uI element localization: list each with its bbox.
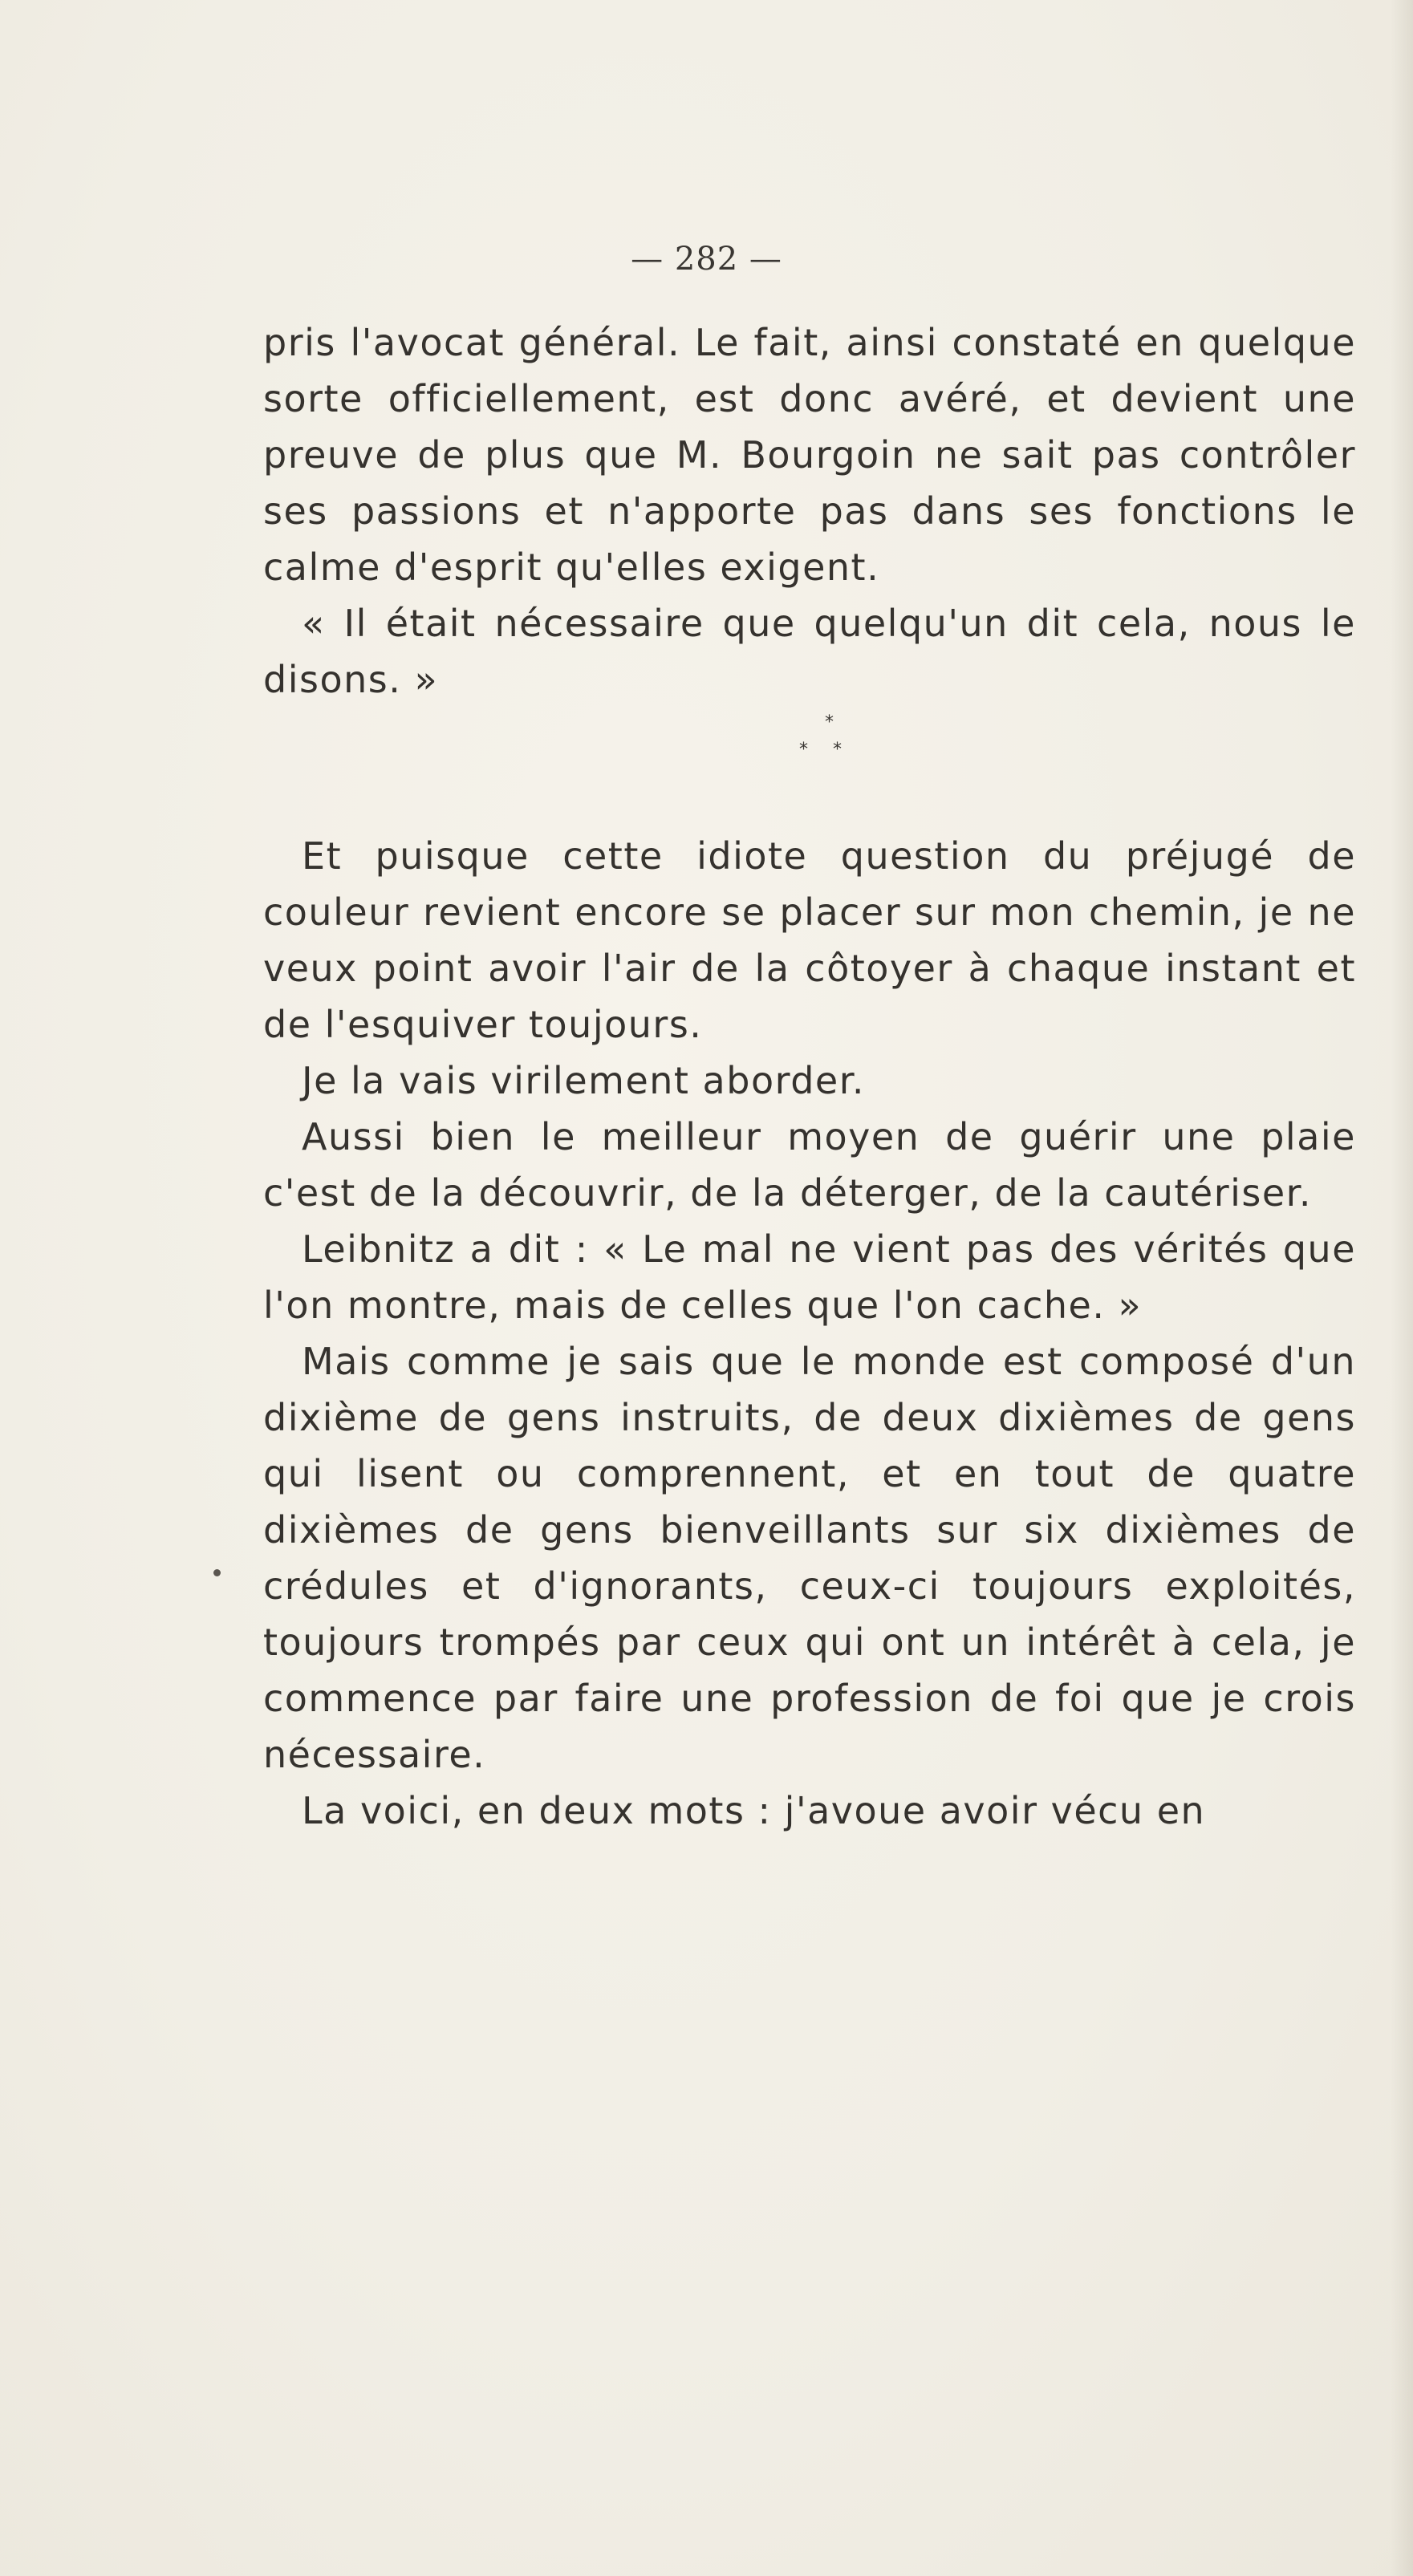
paragraph-6: Leibnitz a dit : « Le mal ne vient pas des vérités que l'on montre, mais de celles que l'on cache. » [263, 1227, 1356, 1327]
paragraph-4: Je la vais virilement aborder. [302, 1059, 866, 1102]
page-edge-shadow [1391, 0, 1413, 2576]
paragraph-2: « Il était nécessaire que quelqu'un dit cela, nous le disons. » [263, 602, 1356, 701]
margin-dot-mark [213, 1569, 221, 1576]
paragraph-8: La voici, en deux mots : j'avoue avoir vécu en [302, 1789, 1206, 1832]
separator-star-right: * [833, 740, 843, 760]
page-body [263, 314, 1356, 1839]
paragraph-1: pris l'avocat général. Le fait, ainsi constaté en quelque sorte officiellement, est donc avéré, et devient une preuve de plus que M. Bourgoin ne sait pas contrôler ses passions et n'apporte pas dans ses fonctions le calme d'esprit qu'elles exigent. [263, 321, 1356, 589]
paragraph-3: Et puisque cette idiote question du préjugé de couleur revient encore se placer sur mon chemin, je ne veux point avoir l'air de la côtoyer à chaque instant et de l'esquiver toujours. [263, 834, 1356, 1046]
paragraph-5: Aussi bien le meilleur moyen de guérir une plaie c'est de la découvrir, de la déterger, de la cautériser. [263, 1115, 1356, 1215]
separator-star-top: * [825, 712, 835, 732]
page-number: — 282 — [631, 241, 782, 278]
paragraph-7: Mais comme je sais que le monde est composé d'un dixième de gens instruits, de deux dixièmes de gens qui lisent ou comprennent, et en tout de quatre dixièmes de gens bienveillants sur six dixièmes de crédules et d'ignorants, ceux-ci toujours exploités, toujours trompés par ceux qui ont un intérêt à cela, je commence par faire une profession de foi que je crois nécessaire. [263, 1340, 1356, 1776]
asterism-separator [263, 708, 1356, 828]
separator-star-left: * [799, 740, 810, 760]
